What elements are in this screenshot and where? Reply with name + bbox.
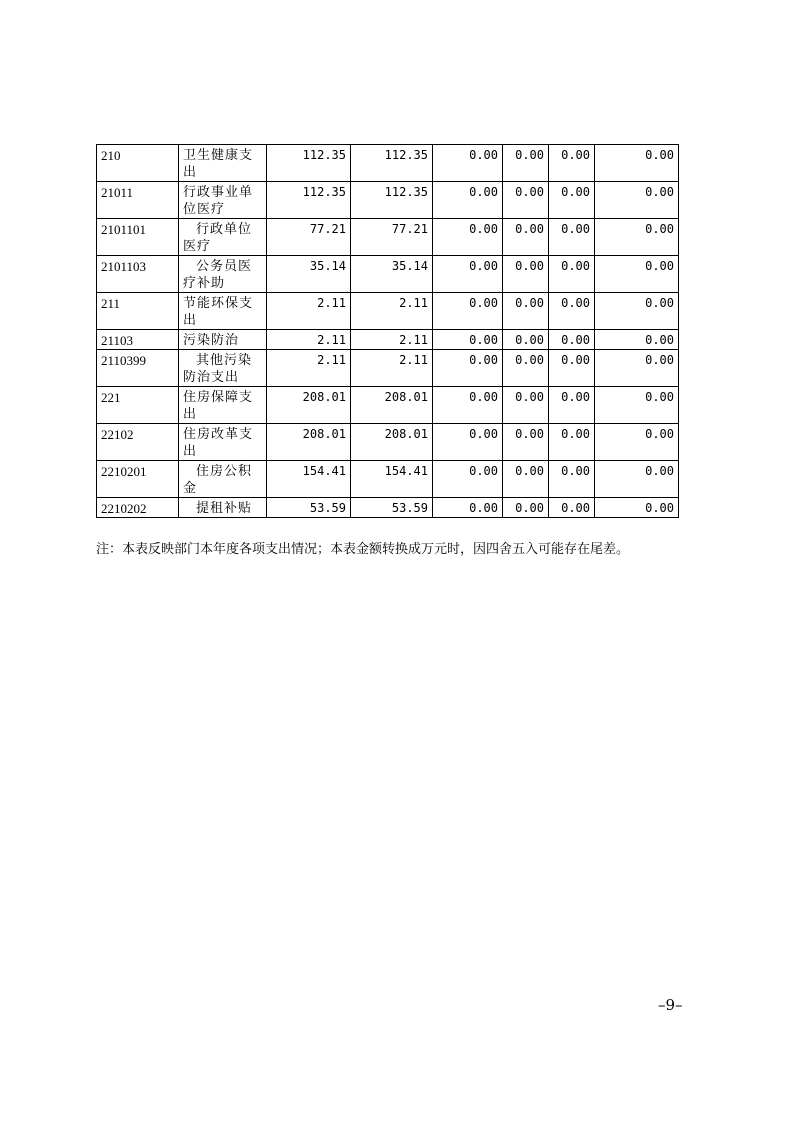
table-row (97, 256, 679, 293)
row-value-cell: 0.00 (595, 256, 679, 293)
row-value-cell: 2.11 (267, 350, 351, 387)
row-value-cell: 0.00 (549, 182, 595, 219)
row-value-cell: 0.00 (503, 256, 549, 293)
row-value-cell: 112.35 (267, 182, 351, 219)
row-name-cell: 其他污染防治支出 (179, 350, 267, 387)
row-value-cell: 0.00 (595, 182, 679, 219)
row-name-cell: 提租补贴 (179, 498, 267, 518)
row-value-cell: 0.00 (595, 330, 679, 350)
row-value-cell: 0.00 (595, 293, 679, 330)
row-value-cell: 112.35 (351, 182, 433, 219)
row-code-cell: 2210202 (97, 498, 179, 518)
row-name-cell: 公务员医疗补助 (179, 256, 267, 293)
row-value-cell: 0.00 (595, 498, 679, 518)
row-name-cell: 污染防治 (179, 330, 267, 350)
row-value-cell: 53.59 (351, 498, 433, 518)
row-value-cell: 0.00 (549, 293, 595, 330)
row-value-cell: 0.00 (549, 424, 595, 461)
row-value-cell: 0.00 (503, 145, 549, 182)
row-value-cell: 0.00 (595, 461, 679, 498)
row-value-cell: 0.00 (549, 350, 595, 387)
row-value-cell: 0.00 (503, 219, 549, 256)
row-value-cell: 0.00 (503, 293, 549, 330)
row-value-cell: 0.00 (549, 256, 595, 293)
table-row (97, 424, 679, 461)
row-name-cell: 住房改革支出 (179, 424, 267, 461)
row-value-cell: 112.35 (351, 145, 433, 182)
row-value-cell: 0.00 (433, 387, 503, 424)
row-value-cell: 0.00 (549, 387, 595, 424)
row-value-cell: 208.01 (267, 424, 351, 461)
row-value-cell: 208.01 (267, 387, 351, 424)
row-value-cell: 0.00 (595, 145, 679, 182)
row-code-cell: 2110399 (97, 350, 179, 387)
row-value-cell: 0.00 (595, 387, 679, 424)
row-value-cell: 0.00 (503, 330, 549, 350)
row-value-cell: 208.01 (351, 424, 433, 461)
table-row (97, 330, 679, 350)
row-value-cell: 208.01 (351, 387, 433, 424)
row-name-cell: 住房保障支出 (179, 387, 267, 424)
row-value-cell: 112.35 (267, 145, 351, 182)
row-value-cell: 0.00 (433, 145, 503, 182)
row-value-cell: 0.00 (503, 424, 549, 461)
row-code-cell: 210 (97, 145, 179, 182)
row-name-cell: 行政单位医疗 (179, 219, 267, 256)
row-value-cell: 35.14 (351, 256, 433, 293)
row-code-cell: 21011 (97, 182, 179, 219)
row-value-cell: 35.14 (267, 256, 351, 293)
row-value-cell: 0.00 (503, 461, 549, 498)
row-code-cell: 2210201 (97, 461, 179, 498)
table-row (97, 387, 679, 424)
row-value-cell: 0.00 (503, 350, 549, 387)
row-code-cell: 2101103 (97, 256, 179, 293)
row-value-cell: 0.00 (433, 350, 503, 387)
row-value-cell: 0.00 (503, 387, 549, 424)
row-code-cell: 21103 (97, 330, 179, 350)
table-row (97, 145, 679, 182)
row-value-cell: 0.00 (549, 461, 595, 498)
row-value-cell: 0.00 (433, 219, 503, 256)
row-value-cell: 154.41 (351, 461, 433, 498)
row-value-cell: 0.00 (549, 498, 595, 518)
table-row (97, 182, 679, 219)
row-value-cell: 154.41 (267, 461, 351, 498)
row-value-cell: 2.11 (351, 330, 433, 350)
row-value-cell: 0.00 (433, 256, 503, 293)
table-body (97, 145, 679, 518)
row-value-cell: 0.00 (595, 424, 679, 461)
row-value-cell: 0.00 (503, 498, 549, 518)
row-value-cell: 0.00 (433, 330, 503, 350)
table-row (97, 350, 679, 387)
row-name-cell: 卫生健康支出 (179, 145, 267, 182)
row-code-cell: 221 (97, 387, 179, 424)
table-row (97, 498, 679, 518)
row-code-cell: 22102 (97, 424, 179, 461)
row-value-cell: 77.21 (267, 219, 351, 256)
row-value-cell: 0.00 (433, 461, 503, 498)
table-row (97, 293, 679, 330)
row-value-cell: 0.00 (595, 219, 679, 256)
row-value-cell: 0.00 (433, 498, 503, 518)
row-value-cell: 0.00 (549, 145, 595, 182)
row-value-cell: 2.11 (351, 350, 433, 387)
row-name-cell: 行政事业单位医疗 (179, 182, 267, 219)
table-row (97, 219, 679, 256)
row-value-cell: 0.00 (433, 424, 503, 461)
row-value-cell: 0.00 (549, 330, 595, 350)
row-code-cell: 2101101 (97, 219, 179, 256)
row-value-cell: 0.00 (503, 182, 549, 219)
expenditure-table (96, 144, 679, 518)
row-name-cell: 节能环保支出 (179, 293, 267, 330)
row-value-cell: 0.00 (433, 293, 503, 330)
page-number: –9– (658, 996, 683, 1014)
row-value-cell: 2.11 (267, 293, 351, 330)
row-name-cell: 住房公积金 (179, 461, 267, 498)
row-value-cell: 0.00 (549, 219, 595, 256)
table-note: 注：本表反映部门本年度各项支出情况；本表金额转换成万元时，因四舍五入可能存在尾差。 (96, 542, 630, 557)
row-code-cell: 211 (97, 293, 179, 330)
row-value-cell: 2.11 (267, 330, 351, 350)
row-value-cell: 0.00 (595, 350, 679, 387)
row-value-cell: 77.21 (351, 219, 433, 256)
row-value-cell: 0.00 (433, 182, 503, 219)
table-row (97, 461, 679, 498)
row-value-cell: 2.11 (351, 293, 433, 330)
row-value-cell: 53.59 (267, 498, 351, 518)
